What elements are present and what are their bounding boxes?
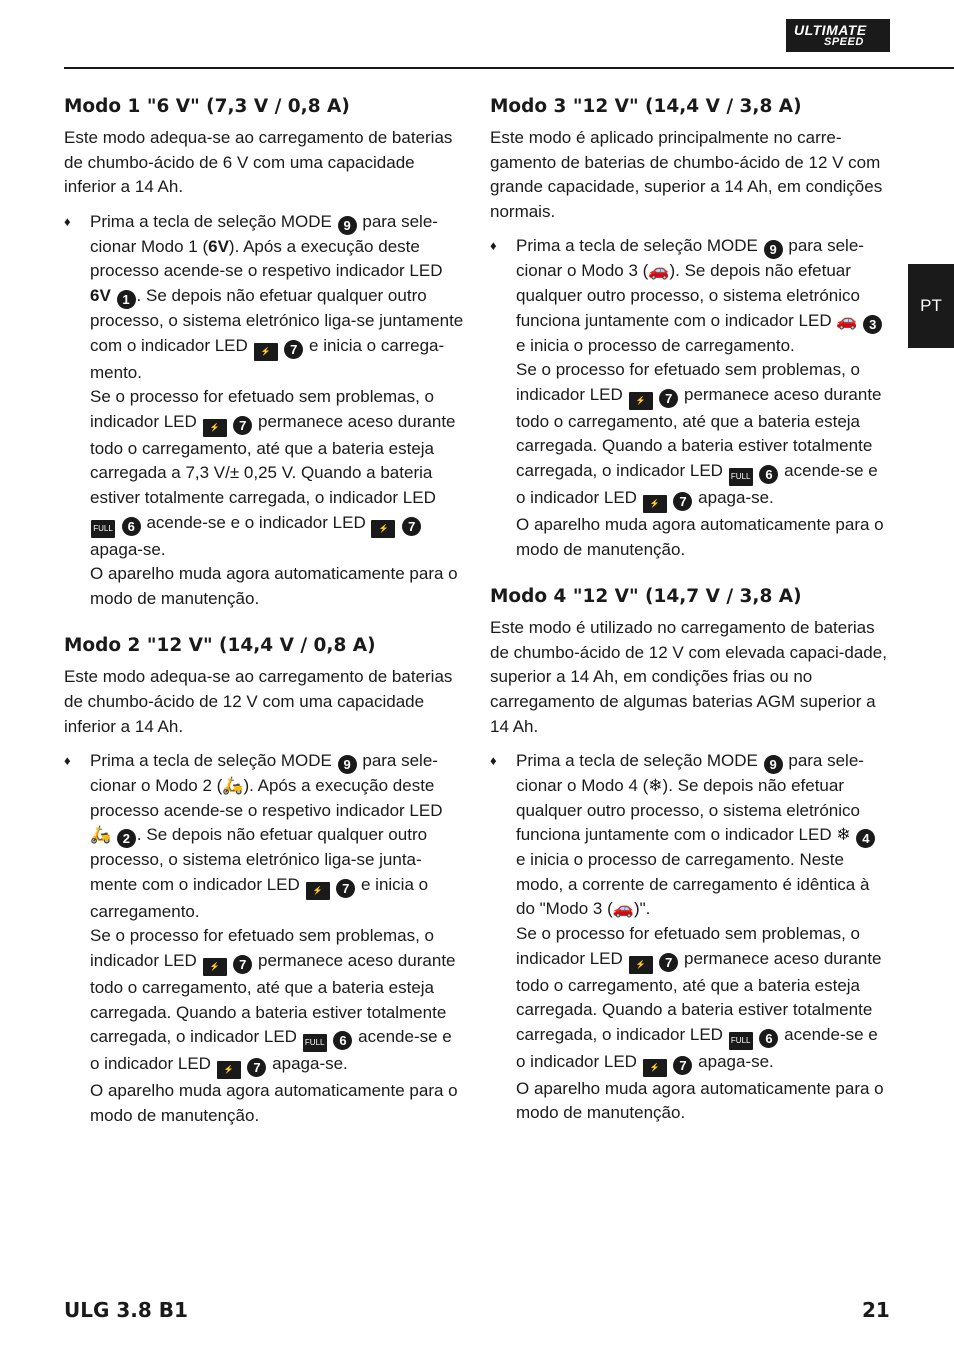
text: Prima a tecla de seleção MODE — [516, 751, 758, 771]
text: permanece aceso durante todo o carregamento, até que a bateria esteja carregada. Quando a bateria estiver totalmente carregada, o indicador LED — [516, 948, 882, 1044]
text: acende-se e o indicador LED — [516, 460, 878, 507]
text: permanece aceso durante todo o carregamento, até que a bateria esteja carregada a 7,3 V/± 0,25 V. Quando a bateria estiver totalmente carregada, o indicador LED — [90, 411, 456, 507]
charging-battery-icon: ⚡ — [306, 882, 330, 900]
6v-led-label: 6V — [90, 285, 111, 305]
section-mode-3 — [490, 94, 890, 562]
text: )". — [633, 899, 651, 919]
mode-3-title: Modo 3 "12 V" (14,4 V / 3,8 A) — [490, 96, 802, 117]
car-icon: 🚗 — [836, 310, 858, 330]
text: Se o processo for efetuado sem problemas, o indicador LED — [90, 926, 434, 971]
text: O aparelho muda agora automaticamente para o modo de manutenção. — [90, 564, 458, 608]
callout-number: 7 — [659, 953, 678, 972]
mode-2-intro: Este modo adequa-se ao carregamento de baterias de chumbo-ácido de 12 V com uma capacidade inferior a 14 Ah. — [64, 667, 453, 736]
charging-battery-icon: ⚡ — [371, 520, 395, 538]
callout-number: 7 — [233, 416, 252, 435]
bullet-diamond: ♦ — [64, 213, 71, 229]
callout-number: 7 — [402, 517, 421, 536]
mode-1-title: Modo 1 "6 V" (7,3 V / 0,8 A) — [64, 96, 350, 117]
text: apaga-se. — [698, 487, 774, 507]
charging-battery-icon: ⚡ — [217, 1061, 241, 1079]
callout-number: 6 — [759, 465, 778, 484]
full-battery-icon: FULL — [91, 520, 115, 538]
text: para sele-cionar o Modo 2 ( — [90, 751, 438, 796]
text: apaga-se. — [698, 1051, 774, 1071]
text: para sele-cionar Modo 1 ( — [90, 211, 438, 256]
callout-number: 9 — [338, 755, 357, 774]
charging-battery-icon: ⚡ — [643, 1059, 667, 1077]
snowflake-icon: ❄ — [648, 776, 663, 796]
text: ). Se depois não efetuar qualquer outro processo, o sistema eletrónico funciona juntamente com o indicador LED — [516, 776, 860, 845]
snowflake-icon: ❄ — [836, 825, 851, 845]
text: acende-se e o indicador LED — [90, 1027, 452, 1074]
text: e inicia o processo de carregamento. — [516, 335, 795, 355]
section-mode-4 — [490, 584, 890, 1126]
callout-number: 6 — [333, 1031, 352, 1050]
logo-text-bottom: SPEED — [824, 36, 864, 48]
bullet-diamond: ♦ — [490, 753, 497, 769]
text: ). Após a execução deste processo acende-se o respetivo indicador LED — [90, 236, 443, 281]
text: Prima a tecla de seleção MODE — [516, 236, 758, 256]
callout-number: 7 — [673, 1056, 692, 1075]
text: Prima a tecla de seleção MODE — [90, 751, 332, 771]
car-icon: 🚗 — [648, 261, 670, 281]
bullet-diamond: ♦ — [490, 238, 497, 254]
text: Se o processo for efetuado sem problemas, o indicador LED — [90, 387, 434, 431]
mode-1-instructions — [64, 210, 464, 612]
callout-number: 4 — [856, 829, 875, 848]
mode-4-intro: Este modo é utilizado no carregamento de baterias de chumbo-ácido de 12 V com elevada capaci-dade, superior a 14 Ah, em condições frias ou no carregamento de algumas baterias AGM superior a 14 Ah. — [490, 618, 887, 736]
text: . Se depois não efetuar qualquer outro processo, o sistema eletrónico liga-se junta-mente com o indicador LED — [90, 825, 428, 894]
text: apaga-se. — [90, 539, 166, 559]
text: . Se depois não efetuar qualquer outro processo, o sistema eletrónico liga-se juntamente com o indicador LED — [90, 285, 464, 355]
full-battery-icon: FULL — [303, 1034, 327, 1052]
text: apaga-se. — [272, 1054, 348, 1074]
section-mode-1 — [64, 94, 464, 611]
mode-3-intro: Este modo é aplicado principalmente no carre-gamento de baterias de chumbo-ácido de 12 V com grande capacidade, superior a 14 Ah, em condições normais. — [490, 128, 883, 221]
mode-3-instructions — [490, 234, 890, 562]
full-battery-icon: FULL — [729, 1032, 753, 1050]
text: permanece aceso durante todo o carregamento, até que a bateria esteja carregada. Quando a bateria estiver totalmente carregada, o indicador LED — [516, 384, 882, 480]
left-column — [64, 94, 464, 1150]
text: Prima a tecla de seleção MODE — [90, 211, 332, 231]
text: e inicia o carregamento. — [90, 874, 429, 921]
charging-battery-icon: ⚡ — [203, 419, 227, 437]
charging-battery-icon: ⚡ — [203, 958, 227, 976]
bullet-diamond: ♦ — [64, 753, 71, 769]
logo-text-top: ULTIMATE — [794, 22, 867, 38]
text: para sele-cionar o Modo 4 ( — [516, 751, 864, 796]
ultimate-speed-logo — [786, 19, 890, 52]
footer-model: ULG 3.8 B1 — [64, 1298, 188, 1322]
text: Se o processo for efetuado sem problemas, o indicador LED — [516, 360, 860, 404]
callout-number: 1 — [117, 290, 136, 309]
callout-number: 7 — [284, 340, 303, 359]
callout-number: 7 — [336, 879, 355, 898]
mode-1-intro: Este modo adequa-se ao carregamento de baterias de chumbo-ácido de 6 V com uma capacidade inferior a 14 Ah. — [64, 128, 453, 197]
callout-number: 6 — [759, 1029, 778, 1048]
callout-number: 9 — [764, 755, 783, 774]
motorbike-icon: 🛵 — [90, 825, 112, 845]
callout-number: 2 — [117, 829, 136, 848]
callout-number: 7 — [233, 955, 252, 974]
text: e inicia o processo de carregamento. Neste modo, a corrente de carregamento é idêntica à do "Modo 3 ( — [516, 850, 870, 919]
header-rule — [64, 67, 954, 69]
callout-number: 7 — [673, 492, 692, 511]
mode-4-title: Modo 4 "12 V" (14,7 V / 3,8 A) — [490, 586, 802, 608]
mode-2-title: Modo 2 "12 V" (14,4 V / 0,8 A) — [64, 635, 376, 657]
motorbike-icon: 🛵 — [222, 776, 244, 796]
text: para sele-cionar o Modo 3 ( — [516, 236, 864, 281]
charging-battery-icon: ⚡ — [643, 495, 667, 513]
text: ). Se depois não efetuar qualquer outro processo, o sistema eletrónico funciona juntamente com o indicador LED — [516, 261, 860, 330]
text: O aparelho muda agora automaticamente para o modo de manutenção. — [90, 1081, 458, 1125]
text: Se o processo for efetuado sem problemas, o indicador LED — [516, 924, 860, 968]
full-battery-icon: FULL — [729, 468, 753, 486]
callout-number: 3 — [863, 315, 882, 334]
callout-number: 9 — [764, 240, 783, 259]
mode-2-instructions — [64, 749, 464, 1128]
charging-battery-icon: ⚡ — [629, 392, 653, 410]
mode-4-instructions — [490, 749, 890, 1126]
callout-number: 9 — [338, 216, 357, 235]
text: acende-se e o indicador LED — [516, 1024, 878, 1071]
language-tab — [908, 264, 954, 348]
text: O aparelho muda agora automaticamente para o modo de manutenção. — [516, 514, 884, 559]
language-tab-label: PT — [920, 296, 942, 315]
text: permanece aceso durante todo o carregamento, até que a bateria esteja carregada. Quando a bateria estiver totalmente carregada, o indicador LED — [90, 951, 456, 1047]
section-mode-2 — [64, 633, 464, 1128]
text: e inicia o carrega-mento. — [90, 335, 445, 382]
6v-symbol: 6V — [208, 236, 229, 256]
text: acende-se e o indicador LED — [146, 512, 366, 532]
callout-number: 7 — [659, 389, 678, 408]
text: O aparelho muda agora automaticamente para o modo de manutenção. — [516, 1078, 884, 1123]
callout-number: 6 — [122, 517, 141, 536]
right-column — [490, 94, 890, 1148]
text: ). Após a execução deste processo acende-se o respetivo indicador LED — [90, 776, 443, 820]
charging-battery-icon: ⚡ — [629, 956, 653, 974]
charging-battery-icon: ⚡ — [254, 343, 278, 361]
page-number: 21 — [862, 1298, 890, 1322]
car-icon: 🚗 — [612, 899, 634, 919]
callout-number: 7 — [247, 1058, 266, 1077]
